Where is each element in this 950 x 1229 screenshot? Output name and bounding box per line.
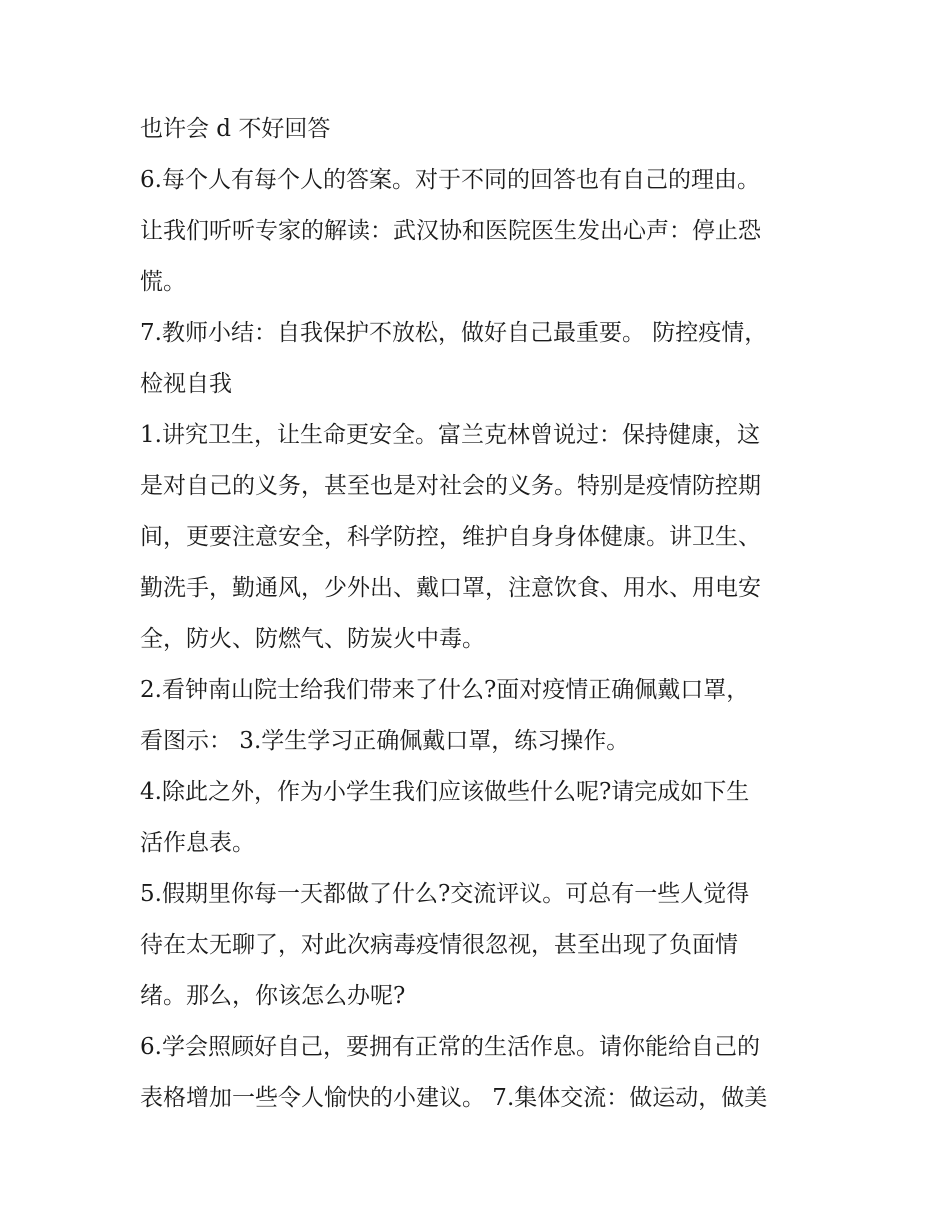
text-line-7: 1.讲究卫生，让生命更安全。富兰克林曾说过：保持健康，这 (140, 422, 760, 448)
text-line-12: 2.看钟南山院士给我们带来了什么?面对疫情正确佩戴口罩， (140, 677, 750, 703)
body-text (140, 104, 830, 1124)
text-line-1: 也许会 d 不好回答 (140, 116, 331, 142)
text-line-11: 全，防火、防燃气、防炭火中毒。 (140, 626, 485, 652)
text-line-13: 看图示： 3.学生学习正确佩戴口罩，练习操作。 (140, 728, 630, 754)
text-line-14: 4.除此之外，作为小学生我们应该做些什么呢?请完成如下生 (140, 779, 750, 805)
text-line-19: 6.学会照顾好自己，要拥有正常的生活作息。请你能给自己的 (140, 1034, 760, 1060)
text-line-9: 间，更要注意安全，科学防控，维护自身身体健康。讲卫生、 (140, 524, 761, 550)
text-line-4: 慌。 (140, 269, 186, 295)
text-line-17: 待在太无聊了，对此次病毒疫情很忽视，甚至出现了负面情 (140, 932, 738, 958)
text-line-15: 活作息表。 (140, 830, 255, 856)
text-line-18: 绪。那么，你该怎么办呢? (140, 983, 406, 1009)
text-line-2: 6.每个人有每个人的答案。对于不同的回答也有自己的理由。 (140, 167, 760, 193)
text-line-3: 让我们听听专家的解读：武汉协和医院医生发出心声：停止恐 (140, 218, 761, 244)
text-line-10: 勤洗手，勤通风，少外出、戴口罩，注意饮食、用水、用电安 (140, 575, 761, 601)
text-line-5: 7.教师小结：自我保护不放松，做好自己最重要。 防控疫情， (140, 320, 768, 346)
text-line-20: 表格增加一些令人愉快的小建议。 7.集体交流：做运动，做美 (140, 1085, 768, 1111)
text-line-6: 检视自我 (140, 371, 232, 397)
text-line-8: 是对自己的义务，甚至也是对社会的义务。特别是疫情防控期 (140, 473, 761, 499)
text-line-16: 5.假期里你每一天都做了什么?交流评议。可总有一些人觉得 (140, 881, 750, 907)
